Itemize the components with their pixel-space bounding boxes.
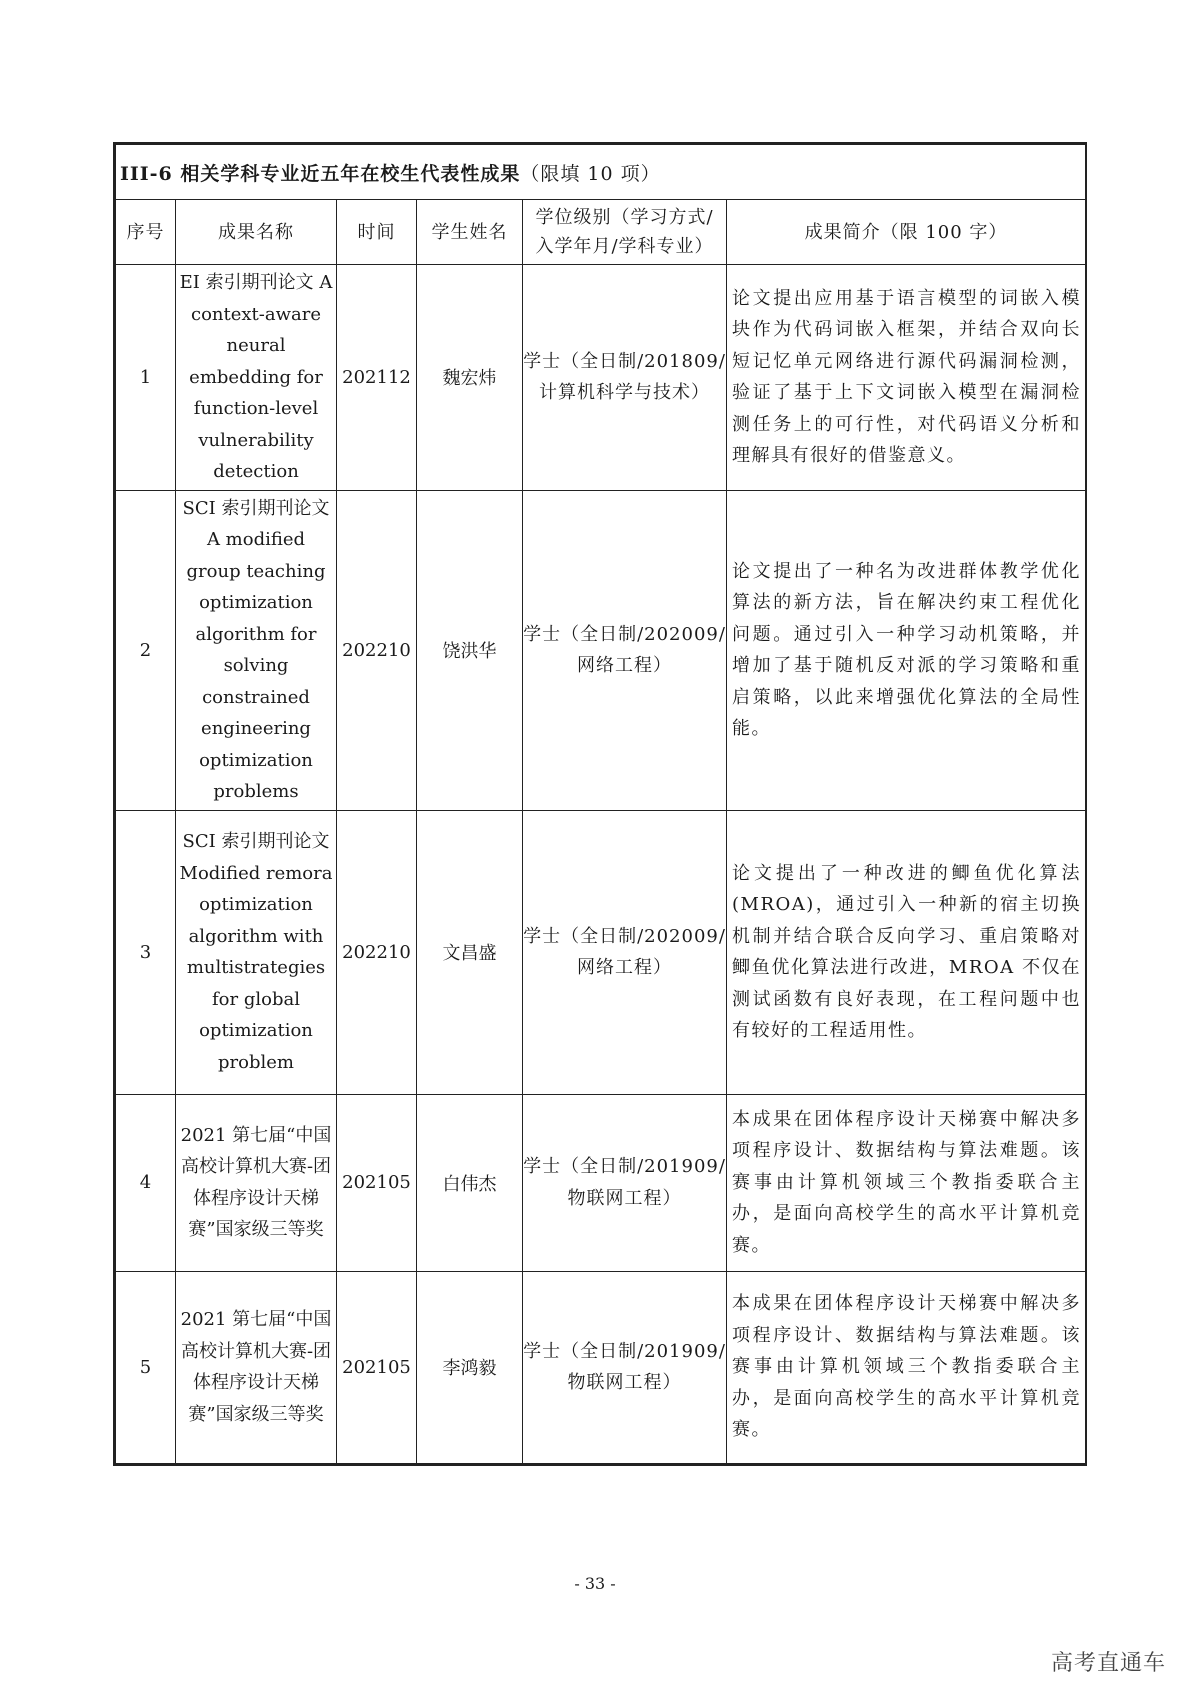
row-student: 李鸿毅 <box>417 1271 523 1463</box>
row-name: 2021 第七届“中国高校计算机大赛-团体程序设计天梯赛”国家级三等奖 <box>176 1271 337 1463</box>
row-student: 文昌盛 <box>417 810 523 1094</box>
table-row <box>116 265 1086 491</box>
achievements-table <box>115 144 1086 1464</box>
row-intro: 论文提出应用基于语言模型的词嵌入模块作为代码词嵌入框架，并结合双向长短记忆单元网络进行源代码漏洞检测，验证了基于上下文词嵌入模型在漏洞检测任务上的可行性，对代码语义分析和理解具有很好的借鉴意义。 <box>727 265 1086 491</box>
row-time: 202210 <box>337 810 417 1094</box>
row-intro: 本成果在团体程序设计天梯赛中解决多项程序设计、数据结构与算法难题。该赛事由计算机领域三个教指委联合主办，是面向高校学生的高水平计算机竞赛。 <box>727 1271 1086 1463</box>
header-time: 时间 <box>337 200 417 265</box>
row-time: 202210 <box>337 490 417 810</box>
achievements-table-container <box>113 142 1087 1466</box>
row-degree: 学士（全日制/201909/物联网工程） <box>523 1094 727 1271</box>
page-number: - 33 - <box>574 1574 616 1593</box>
row-intro: 论文提出了一种改进的鲫鱼优化算法(MROA)，通过引入一种新的宿主切换机制并结合联合反向学习、重启策略对鲫鱼优化算法进行改进，MROA 不仅在测试函数有良好表现，在工程问题中也有较好的工程适用性。 <box>727 810 1086 1094</box>
table-row <box>116 810 1086 1094</box>
watermark-text: 高考直通车 <box>1050 1651 1166 1676</box>
row-name: SCI 索引期刊论文 A modified group teaching optimization algorithm for solving constrained engineering optimization problems <box>176 490 337 810</box>
row-student: 白伟杰 <box>417 1094 523 1271</box>
row-seq: 5 <box>116 1271 176 1463</box>
header-student: 学生姓名 <box>417 200 523 265</box>
row-name: 2021 第七届“中国高校计算机大赛-团体程序设计天梯赛”国家级三等奖 <box>176 1094 337 1271</box>
row-degree: 学士（全日制/201909/物联网工程） <box>523 1271 727 1463</box>
row-name: SCI 索引期刊论文 Modified remora optimization algorithm with multistrategies for global optimization problem <box>176 810 337 1094</box>
table-title-row <box>116 145 1086 200</box>
row-degree: 学士（全日制/202009/网络工程） <box>523 490 727 810</box>
row-time: 202112 <box>337 265 417 491</box>
table-title-bold: III-6 相关学科专业近五年在校生代表性成果 <box>120 162 521 185</box>
row-student: 饶洪华 <box>417 490 523 810</box>
table-row <box>116 490 1086 810</box>
table-row <box>116 1094 1086 1271</box>
header-degree: 学位级别（学习方式/入学年月/学科专业） <box>523 200 727 265</box>
row-seq: 2 <box>116 490 176 810</box>
row-seq: 4 <box>116 1094 176 1271</box>
header-intro: 成果简介（限 100 字） <box>727 200 1086 265</box>
row-name: EI 索引期刊论文 A context-aware neural embedding for function-level vulnerability detection <box>176 265 337 491</box>
row-student: 魏宏炜 <box>417 265 523 491</box>
row-time: 202105 <box>337 1271 417 1463</box>
row-degree: 学士（全日制/202009/网络工程） <box>523 810 727 1094</box>
row-intro: 论文提出了一种名为改进群体教学优化算法的新方法，旨在解决约束工程优化问题。通过引入一种学习动机策略，并增加了基于随机反对派的学习策略和重启策略，以此来增强优化算法的全局性能。 <box>727 490 1086 810</box>
row-degree: 学士（全日制/201809/计算机科学与技术） <box>523 265 727 491</box>
table-title-note: （限填 10 项） <box>520 162 661 185</box>
table-row <box>116 1271 1086 1463</box>
row-time: 202105 <box>337 1094 417 1271</box>
header-seq: 序号 <box>116 200 176 265</box>
row-seq: 3 <box>116 810 176 1094</box>
row-intro: 本成果在团体程序设计天梯赛中解决多项程序设计、数据结构与算法难题。该赛事由计算机领域三个教指委联合主办，是面向高校学生的高水平计算机竞赛。 <box>727 1094 1086 1271</box>
table-title <box>116 145 1086 200</box>
row-seq: 1 <box>116 265 176 491</box>
header-name: 成果名称 <box>176 200 337 265</box>
table-header-row <box>116 200 1086 265</box>
